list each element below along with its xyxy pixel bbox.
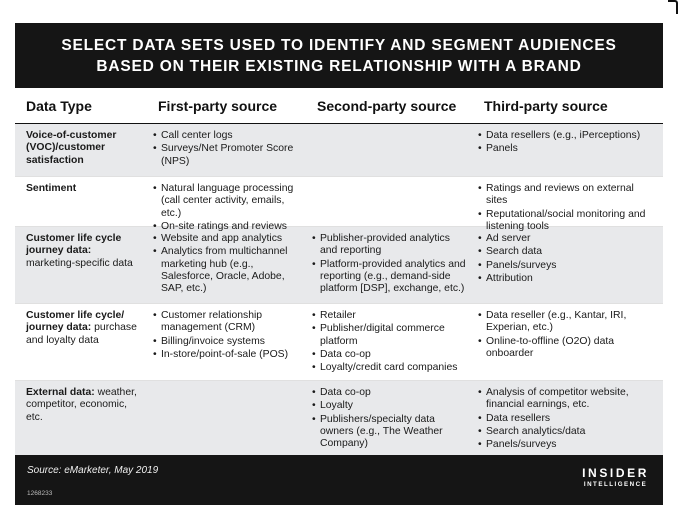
data-type-cell [15,381,148,457]
second-party-cell [307,304,474,380]
list-item: • Natural language processing (call center activity, emails, etc.) [153,183,301,220]
chart-id: 1268233 [27,490,53,497]
list-item: • Loyalty [312,400,468,412]
footer-bar [15,455,663,505]
source-list [153,183,301,233]
data-type-description: marketing-specific data [26,257,133,269]
list-item: • Publisher-provided analytics and reporting [312,233,468,258]
list-item: • Reputational/social monitoring and listening tools [478,209,657,234]
list-item: • Panels/surveys [478,439,657,451]
table-header [15,88,663,124]
insider-intelligence-logo [582,467,649,489]
third-party-cell [474,124,663,176]
second-party-cell [307,124,474,176]
second-party-cell [307,381,474,457]
list-item: • Retailer [312,310,468,322]
list-item: • Data resellers [478,413,657,425]
table-row [15,381,663,458]
data-type-label: External data: [26,387,95,398]
column-header-first-party: First-party source [158,97,278,114]
table-row [15,124,663,177]
source-list [478,310,657,360]
list-item: • Panels/surveys [478,260,657,272]
data-type-cell [15,227,148,303]
table-row [15,304,663,381]
list-item: • Panels [478,143,657,155]
list-item: • Data co-op [312,349,468,361]
list-item: • Online-to-offline (O2O) data onboarder [478,336,657,361]
source-list [153,233,301,295]
list-item: • In-store/point-of-sale (POS) [153,349,301,361]
table-row [15,177,663,232]
source-note: Source: eMarketer, May 2019 [27,465,159,476]
data-type-label: Customer life cycle journey data: [26,233,122,257]
list-item: • Analytics from multichannel marketing hub (e.g., Salesforce, Oracle, Adobe, SAP, etc.) [153,246,301,295]
second-party-cell [307,227,474,303]
list-item: • On-site ratings and reviews [153,221,301,233]
list-item: • Website and app analytics [153,233,301,245]
list-item: • Customer relationship management (CRM) [153,310,301,335]
list-item: • Call center logs [153,130,301,142]
column-header-second-party: Second-party source [317,97,457,114]
second-party-cell [307,177,474,234]
third-party-cell [474,381,663,457]
list-item: • Platform-provided analytics and reporting (e.g., demand-side platform [DSP], exchange, etc.) [312,259,468,296]
first-party-cell [148,304,307,380]
column-header-data-type: Data Type [26,97,92,114]
data-type-label: Sentiment [26,183,77,194]
source-list [478,233,657,285]
source-list [312,387,468,450]
source-list [478,183,657,233]
list-item: • Data co-op [312,387,468,399]
list-item: • Data reseller (e.g., Kantar, IRI, Experian, etc.) [478,310,657,335]
data-type-label: Customer life cycle/ journey data: [26,310,125,334]
list-item: • Analysis of competitor website, financial earnings, etc. [478,387,657,412]
first-party-cell [148,227,307,303]
list-item: • Billing/invoice systems [153,336,301,348]
data-sets-table-card [15,23,663,505]
source-list [153,130,301,168]
table-body [15,124,663,458]
source-list [478,387,657,451]
source-list [312,233,468,295]
data-type-cell [15,124,148,176]
title-line-1: SELECT DATA SETS USED TO IDENTIFY AND SEGMENT AUDIENCES [61,36,617,54]
corner-bracket-decoration [668,0,678,14]
data-type-description: weather, competitor, economic, etc. [26,387,137,423]
third-party-cell [474,177,663,234]
list-item: • Attribution [478,273,657,285]
logo-wordmark-top: INSIDER [582,466,649,480]
list-item: • Publisher/digital commerce platform [312,323,468,348]
first-party-cell [148,381,307,457]
list-item: • Search analytics/data [478,426,657,438]
logo-wordmark-bottom: INTELLIGENCE [583,481,648,488]
list-item: • Data resellers (e.g., iPerceptions) [478,130,657,142]
source-list [478,130,657,156]
list-item: • Surveys/Net Promoter Score (NPS) [153,143,301,168]
source-list [312,310,468,374]
list-item: • Ad server [478,233,657,245]
data-type-cell [15,177,148,234]
list-item: • Publishers/specialty data owners (e.g., The Weather Company) [312,414,468,451]
third-party-cell [474,227,663,303]
data-type-description: purchase and loyalty data [26,322,137,346]
list-item: • Ratings and reviews on external sites [478,183,657,208]
title-bar [15,23,663,88]
list-item: • Search data [478,246,657,258]
third-party-cell [474,304,663,380]
table-row [15,227,663,304]
source-list [153,310,301,361]
column-header-third-party: Third-party source [484,97,608,114]
data-type-label: Voice-of-customer (VOC)/customer satisfaction [26,130,117,166]
first-party-cell [148,177,307,234]
data-type-cell [15,304,148,380]
first-party-cell [148,124,307,176]
list-item: • Loyalty/credit card companies [312,362,468,374]
title-line-2: BASED ON THEIR EXISTING RELATIONSHIP WITH A BRAND [96,57,582,75]
